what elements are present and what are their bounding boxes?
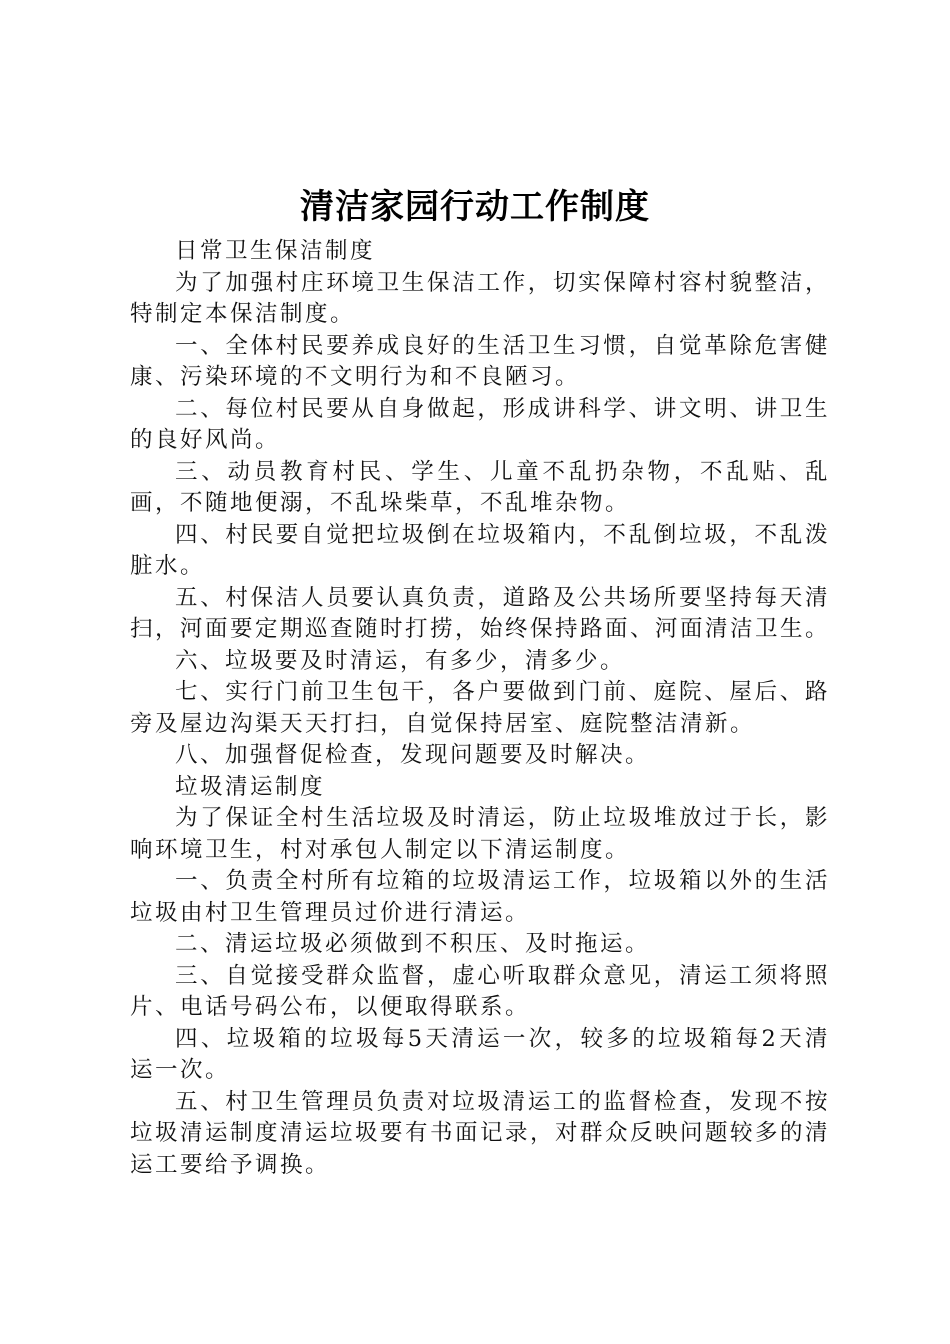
section-heading-garbage-transport: 垃圾清运制度 <box>175 773 326 800</box>
paragraph: 五、村卫生管理员负责对垃圾清运工的监督检查，发现不按垃圾清运制度清运垃圾要有书面记录，对群众反映问题较多的清运工要给予调换。 <box>130 1088 831 1178</box>
paragraph: 为了保证全村生活垃圾及时清运，防止垃圾堆放过于长，影响环境卫生，村对承包人制定以下清运制度。 <box>130 805 830 863</box>
paragraph: 七、实行门前卫生包干，各户要做到门前、庭院、屋后、路旁及屋边沟渠天天打扫，自觉保持居室、庭院整洁清新。 <box>130 679 830 737</box>
paragraph: 四、村民要自觉把垃圾倒在垃圾箱内，不乱倒垃圾，不乱泼脏水。 <box>130 521 830 579</box>
section-heading-daily-cleaning: 日常卫生保洁制度 <box>175 238 376 264</box>
paragraph: 八、加强督促检查，发现问题要及时解决。 <box>175 742 651 768</box>
paragraph: 一、全体村民要养成良好的生活卫生习惯，自觉革除危害健康、污染环境的不文明行为和不良陋习。 <box>130 332 830 390</box>
paragraph: 三、自觉接受群众监督，虚心听取群众意见，清运工须将照片、电话号码公布，以便取得联系。 <box>130 962 830 1020</box>
paragraph: 四、垃圾箱的垃圾每5天清运一次，较多的垃圾箱每2天清运一次。 <box>130 1025 830 1083</box>
paragraph: 五、村保洁人员要认真负责，道路及公共场所要坚持每天清扫，河面要定期巡查随时打捞，始终保持路面、河面清洁卫生。 <box>130 584 831 642</box>
paragraph: 六、垃圾要及时清运，有多少，清多少。 <box>175 647 626 674</box>
paragraph: 一、负责全村所有垃箱的垃圾清运工作，垃圾箱以外的生活垃圾由村卫生管理员过价进行清运。 <box>130 868 830 926</box>
paragraph: 三、动员教育村民、学生、儿童不乱扔杂物，不乱贴、乱画，不随地便溺，不乱垛柴草，不乱堆杂物。 <box>130 458 830 516</box>
document-body <box>130 236 830 1181</box>
paragraph: 为了加强村庄环境卫生保洁工作，切实保障村容村貌整洁，特制定本保洁制度。 <box>130 269 830 327</box>
paragraph: 二、清运垃圾必须做到不积压、及时拖运。 <box>175 931 651 957</box>
document-title: 清洁家园行动工作制度 <box>300 187 650 227</box>
paragraph: 二、每位村民要从自身做起，形成讲科学、讲文明、讲卫生的良好风尚。 <box>130 395 830 453</box>
